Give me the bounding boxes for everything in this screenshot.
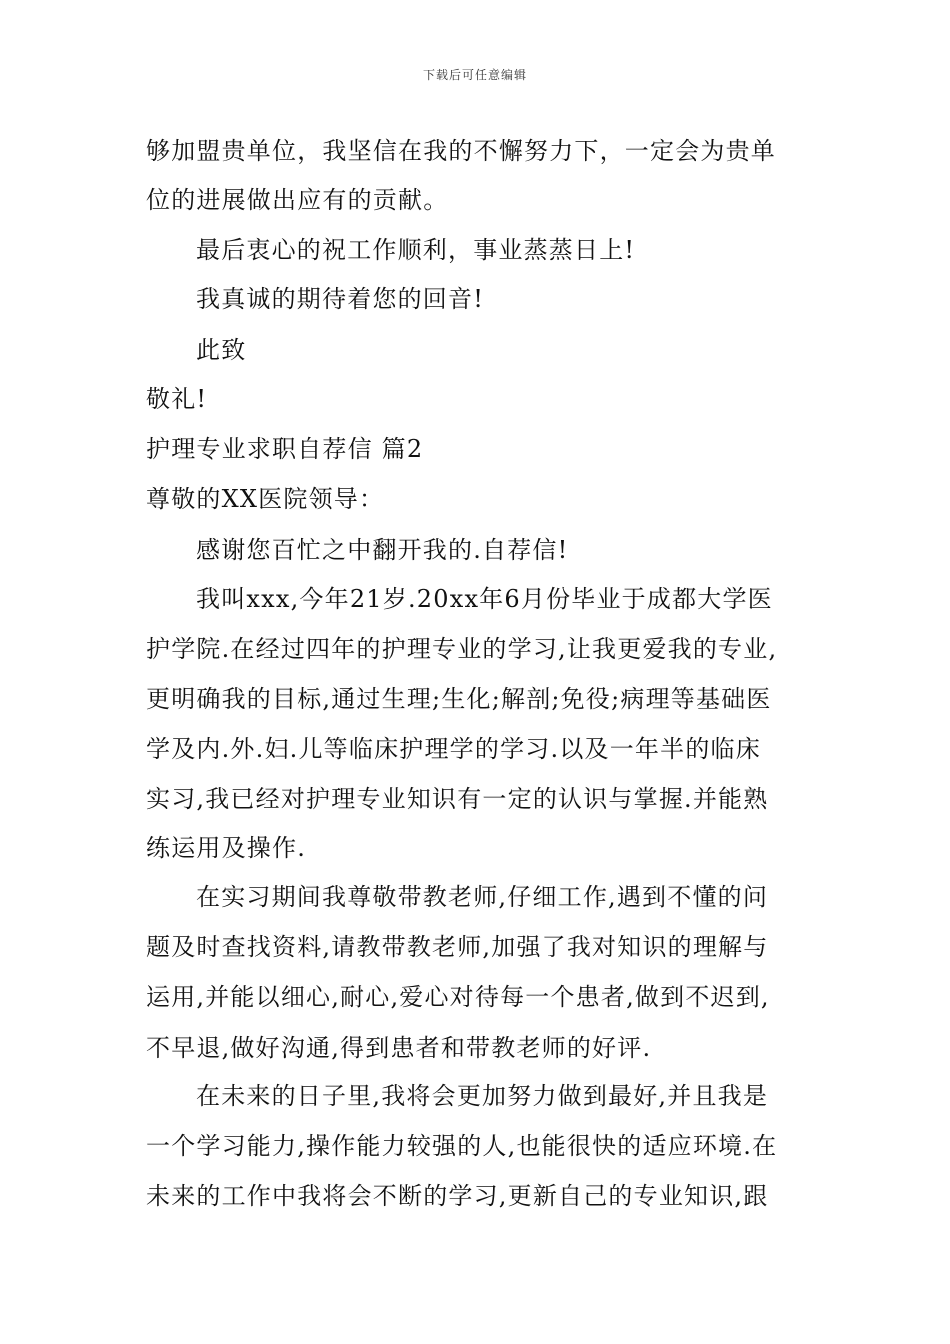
body-line: 位的进展做出应有的贡献。 <box>146 186 449 214</box>
body-line: 更明确我的目标,通过生理;生化;解剖;免役;病理等基础医 <box>146 685 772 713</box>
body-line: 最后衷心的祝工作顺利，事业蒸蒸日上! <box>196 236 636 264</box>
body-line: 护学院.在经过四年的护理专业的学习,让我更爱我的专业, <box>146 635 778 663</box>
greeting-line: 尊敬的XX医院领导： <box>146 485 385 513</box>
body-line: 够加盟贵单位，我坚信在我的不懈努力下，一定会为贵单 <box>146 137 776 165</box>
body-line: 在实习期间我尊敬带教老师,仔细工作,遇到不懂的问 <box>196 883 769 911</box>
closing-line: 此致 <box>196 336 247 364</box>
body-line: 运用,并能以细心,耐心,爱心对待每一个患者,做到不迟到, <box>146 983 770 1011</box>
body-line: 实习,我已经对护理专业知识有一定的认识与掌握.并能熟 <box>146 785 769 813</box>
body-line: 练运用及操作. <box>146 834 307 862</box>
body-line: 在未来的日子里,我将会更加努力做到最好,并且我是 <box>196 1082 769 1110</box>
body-line: 我叫xxx,今年21岁.20xx年6月份毕业于成都大学医 <box>196 585 773 613</box>
section-title: 护理专业求职自荐信 篇2 <box>146 435 424 463</box>
page-header: 下载后可任意编辑 <box>422 68 527 82</box>
body-line: 一个学习能力,操作能力较强的人,也能很快的适应环境.在 <box>146 1132 778 1160</box>
body-line: 学及内.外.妇.儿等临床护理学的学习.以及一年半的临床 <box>146 735 761 763</box>
body-line: 感谢您百忙之中翻开我的.自荐信! <box>196 536 569 564</box>
body-line: 题及时查找资料,请教带教老师,加强了我对知识的理解与 <box>146 933 769 961</box>
salutation-line: 敬礼! <box>146 385 208 413</box>
body-line: 不早退,做好沟通,得到患者和带教老师的好评. <box>146 1034 652 1062</box>
body-line: 未来的工作中我将会不断的学习,更新自己的专业知识,跟 <box>146 1182 769 1210</box>
body-line: 我真诚的期待着您的回音! <box>196 285 485 313</box>
